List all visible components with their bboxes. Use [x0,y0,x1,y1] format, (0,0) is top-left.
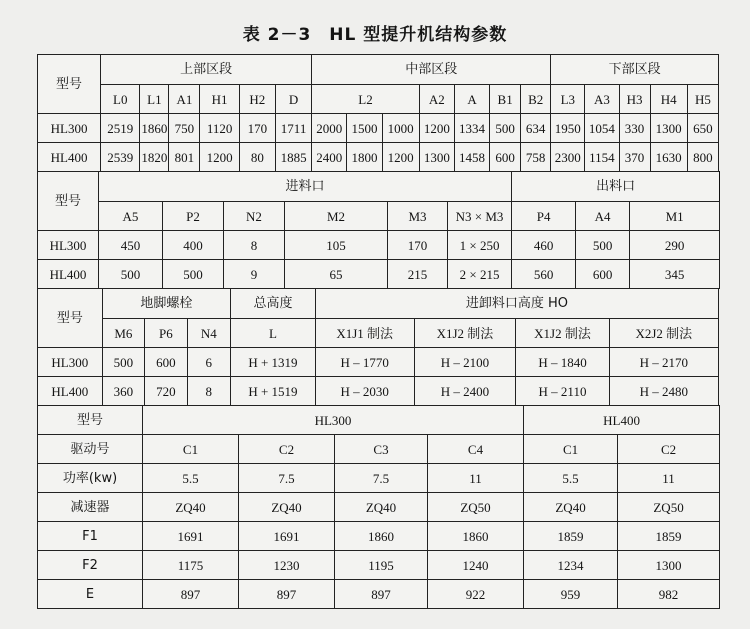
table-row [38,435,720,464]
cell: 1334 [454,114,489,143]
cell: H – 2110 [516,377,609,406]
row-label: 减速器 [38,493,143,522]
col-header: M1 [630,202,720,231]
group-header-middle: 中部区段 [312,55,551,85]
cell: 2 × 215 [448,260,512,289]
table-title: 表 2－3 HL 型提升机结构参数 [242,25,508,45]
table-row [38,377,719,406]
col-header: X1J2 制法 [516,319,609,348]
cell: C2 [618,435,720,464]
col-header: A4 [576,202,630,231]
cell: C1 [524,435,618,464]
col-header: L1 [140,85,169,114]
cell: 1859 [524,522,618,551]
cell: C2 [239,435,335,464]
cell: 1500 [347,114,382,143]
cell: 897 [335,580,428,609]
cell: 500 [102,348,144,377]
cell: H – 1840 [516,348,609,377]
cell: 1820 [140,143,169,172]
cell: 1691 [239,522,335,551]
row-model: HL400 [38,143,101,172]
model-header: 型号 [38,406,143,435]
cell: H – 2170 [609,348,718,377]
cell: 600 [576,260,630,289]
cell: 370 [619,143,650,172]
cell: 1300 [650,114,687,143]
cell: 6 [187,348,230,377]
group-header-inlet: 进料口 [99,172,512,202]
cell: 1195 [335,551,428,580]
col-header: N3 × M3 [448,202,512,231]
section-inlet-outlet [37,171,720,289]
cell: 1175 [143,551,239,580]
cell: 1230 [239,551,335,580]
cell: 500 [163,260,224,289]
row-model: HL300 [38,348,103,377]
row-label: E [38,580,143,609]
cell: 600 [490,143,521,172]
col-header: P6 [145,319,187,348]
cell: C1 [143,435,239,464]
cell: 1200 [382,143,419,172]
cell: 1885 [275,143,311,172]
cell: 1240 [428,551,524,580]
cell: 500 [576,231,630,260]
cell: ZQ40 [143,493,239,522]
cell: H – 2480 [609,377,718,406]
cell: ZQ50 [428,493,524,522]
cell: 1691 [143,522,239,551]
cell: 758 [521,143,551,172]
cell: 1800 [347,143,382,172]
cell: H – 2030 [315,377,414,406]
cell: H – 1770 [315,348,414,377]
cell: 634 [521,114,551,143]
cell: 800 [687,143,718,172]
col-header: M3 [388,202,448,231]
group-header-lower: 下部区段 [551,55,719,85]
col-header: B2 [521,85,551,114]
cell: 1860 [140,114,169,143]
cell: 8 [224,231,285,260]
model-header: 型号 [38,55,101,114]
cell: 1200 [419,114,454,143]
cell: 720 [145,377,187,406]
cell: 330 [619,114,650,143]
cell: 801 [169,143,200,172]
cell: 1859 [618,522,720,551]
row-label: 功率(kw) [38,464,143,493]
col-header: L [231,319,316,348]
table-heights [37,288,719,406]
cell: 2300 [551,143,585,172]
col-header: H5 [687,85,718,114]
cell: 11 [428,464,524,493]
cell: H – 2100 [414,348,516,377]
group-header-outlet: 出料口 [512,172,720,202]
cell: 460 [512,231,576,260]
table-structure-dims [37,54,719,172]
cell: H + 1319 [231,348,316,377]
col-header: A2 [419,85,454,114]
col-header: N2 [224,202,285,231]
model-header: 型号 [38,289,103,348]
col-header: L2 [312,85,420,114]
cell: ZQ40 [239,493,335,522]
table-row [38,551,720,580]
cell: 500 [490,114,521,143]
cell: 750 [169,114,200,143]
col-header: M6 [102,319,144,348]
cell: 8 [187,377,230,406]
cell: 959 [524,580,618,609]
cell: 170 [388,231,448,260]
cell: 7.5 [239,464,335,493]
cell: 345 [630,260,720,289]
col-header: X1J1 制法 [315,319,414,348]
cell: 5.5 [524,464,618,493]
row-model: HL400 [38,377,103,406]
cell: 1860 [335,522,428,551]
cell: 5.5 [143,464,239,493]
cell: 65 [285,260,388,289]
cell: H + 1519 [231,377,316,406]
cell: C3 [335,435,428,464]
cell: 170 [239,114,275,143]
group-header-hl400: HL400 [524,406,720,435]
table-drive [37,405,720,609]
col-header: B1 [490,85,521,114]
group-header-anchor-bolts: 地脚螺栓 [102,289,230,319]
cell: ZQ40 [524,493,618,522]
group-header-hl300: HL300 [143,406,524,435]
cell: 922 [428,580,524,609]
cell: 1630 [650,143,687,172]
cell: 1000 [382,114,419,143]
cell: 897 [143,580,239,609]
cell: 1154 [585,143,619,172]
col-header: A5 [99,202,163,231]
model-header: 型号 [38,172,99,231]
cell: 1860 [428,522,524,551]
col-header: A1 [169,85,200,114]
col-header: N4 [187,319,230,348]
cell: 600 [145,348,187,377]
cell: C4 [428,435,524,464]
cell: 7.5 [335,464,428,493]
row-model: HL300 [38,231,99,260]
col-header: D [275,85,311,114]
cell: 897 [239,580,335,609]
cell: ZQ50 [618,493,720,522]
cell: 1 × 250 [448,231,512,260]
cell: 1234 [524,551,618,580]
cell: 9 [224,260,285,289]
col-header: H1 [200,85,239,114]
cell: 290 [630,231,720,260]
cell: 560 [512,260,576,289]
section-structure-dims [37,54,719,172]
cell: 650 [687,114,718,143]
group-header-total-height: 总高度 [231,289,316,319]
row-label: F2 [38,551,143,580]
col-header: X2J2 制法 [609,319,718,348]
cell: 360 [102,377,144,406]
group-header-upper: 上部区段 [101,55,312,85]
col-header: L3 [551,85,585,114]
col-header: A3 [585,85,619,114]
cell: 2400 [312,143,347,172]
col-header: M2 [285,202,388,231]
section-heights [37,288,719,406]
col-header: X1J2 制法 [414,319,516,348]
cell: H – 2400 [414,377,516,406]
table-row [38,143,719,172]
col-header: H2 [239,85,275,114]
cell: 1458 [454,143,489,172]
table-row [38,114,719,143]
cell: 982 [618,580,720,609]
section-drive [37,405,720,609]
col-header: P2 [163,202,224,231]
cell: ZQ40 [335,493,428,522]
cell: 1950 [551,114,585,143]
col-header: L0 [101,85,140,114]
table-row [38,580,720,609]
row-model: HL400 [38,260,99,289]
col-header: H4 [650,85,687,114]
cell: 400 [163,231,224,260]
cell: 2519 [101,114,140,143]
cell: 1120 [200,114,239,143]
table-inlet-outlet [37,171,720,289]
cell: 1711 [275,114,311,143]
col-header: H3 [619,85,650,114]
group-header-port-height: 进卸料口高度 HO [315,289,718,319]
cell: 2539 [101,143,140,172]
cell: 1200 [200,143,239,172]
cell: 2000 [312,114,347,143]
table-row [38,522,720,551]
cell: 1054 [585,114,619,143]
cell: 215 [388,260,448,289]
cell: 80 [239,143,275,172]
table-row [38,464,720,493]
row-label: 驱动号 [38,435,143,464]
cell: 105 [285,231,388,260]
cell: 11 [618,464,720,493]
cell: 450 [99,231,163,260]
table-row [38,493,720,522]
table-row [38,348,719,377]
col-header: A [454,85,489,114]
cell: 1300 [419,143,454,172]
row-label: F1 [38,522,143,551]
table-row [38,231,720,260]
row-model: HL300 [38,114,101,143]
cell: 500 [99,260,163,289]
col-header: P4 [512,202,576,231]
table-row [38,260,720,289]
cell: 1300 [618,551,720,580]
